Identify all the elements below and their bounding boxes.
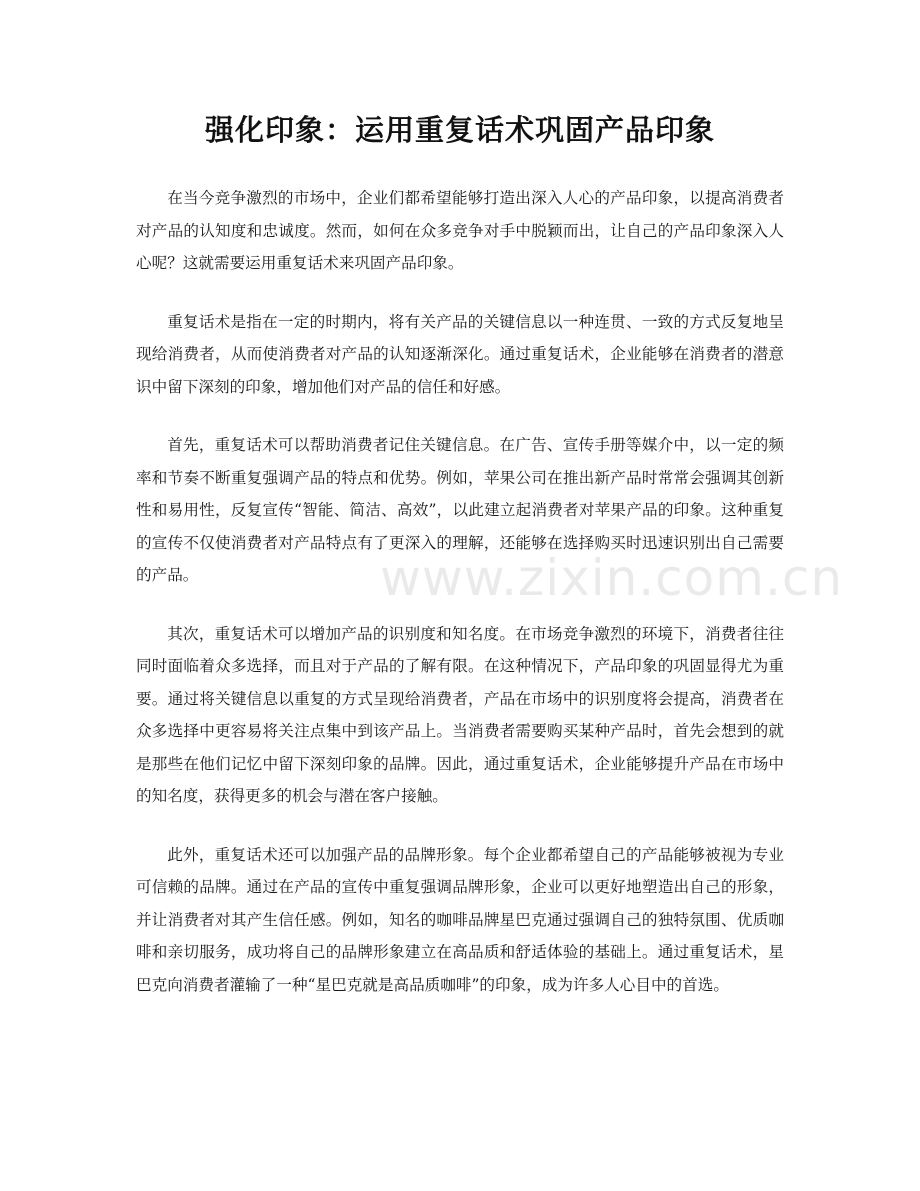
paragraph-2: 重复话术是指在一定的时期内，将有关产品的关键信息以一种连贯、一致的方式反复地呈现给消费者，从而使消费者对产品的认知逐渐深化。通过重复话术，企业能够在消费者的潜意识中留下深刻的印象，增加他们对产品的信任和好感。	[136, 312, 784, 396]
paragraph-5: 此外，重复话术还可以加强产品的品牌形象。每个企业都希望自己的产品能够被视为专业可信赖的品牌。通过在产品的宣传中重复强调品牌形象，企业可以更好地塑造出自己的形象，并让消费者对其产生信任感。例如，知名的咖啡品牌星巴克通过强调自己的独特氛围、优质咖啡和亲切服务，成功将自己的品牌形象建立在高品质和舒适体验的基础上。通过重复话术，星巴克向消费者灌输了一种“星巴克就是高品质咖啡”的印象，成为许多人心目中的首选。	[136, 845, 784, 994]
document-body	[136, 182, 784, 1027]
watermark: www.zixin.com.cn	[380, 549, 844, 607]
paragraph-1: 在当今竞争激烈的市场中，企业们都希望能够打造出深入人心的产品印象，以提高消费者对产品的认知度和忠诚度。然而，如何在众多竞争对手中脱颖而出，让自己的产品印象深入人心呢？这就需要运用重复话术来巩固产品印象。	[136, 189, 784, 272]
paragraph-4: 其次，重复话术可以增加产品的识别度和知名度。在市场竞争激烈的环境下，消费者往往同时面临着众多选择，而且对于产品的了解有限。在这种情况下，产品印象的巩固显得尤为重要。通过将关键信息以重复的方式呈现给消费者，产品在市场中的识别度将会提高，消费者在众多选择中更容易将关注点集中到该产品上。当消费者需要购买某种产品时，首先会想到的就是那些在他们记忆中留下深刻印象的品牌。因此，通过重复话术，企业能够提升产品在市场中的知名度，获得更多的机会与潜在客户接触。	[136, 624, 784, 805]
page-title: 强化印象：运用重复话术巩固产品印象	[204, 113, 715, 147]
paragraph-3: 首先，重复话术可以帮助消费者记住关键信息。在广告、宣传手册等媒介中，以一定的频率和节奏不断重复强调产品的特点和优势。例如，苹果公司在推出新产品时常常会强调其创新性和易用性，反复宣传“智能、简洁、高效”，以此建立起消费者对苹果产品的印象。这种重复的宣传不仅使消费者对产品特点有了更深入的理解，还能够在选择购买时迅速识别出自己需要的产品。	[136, 436, 784, 584]
